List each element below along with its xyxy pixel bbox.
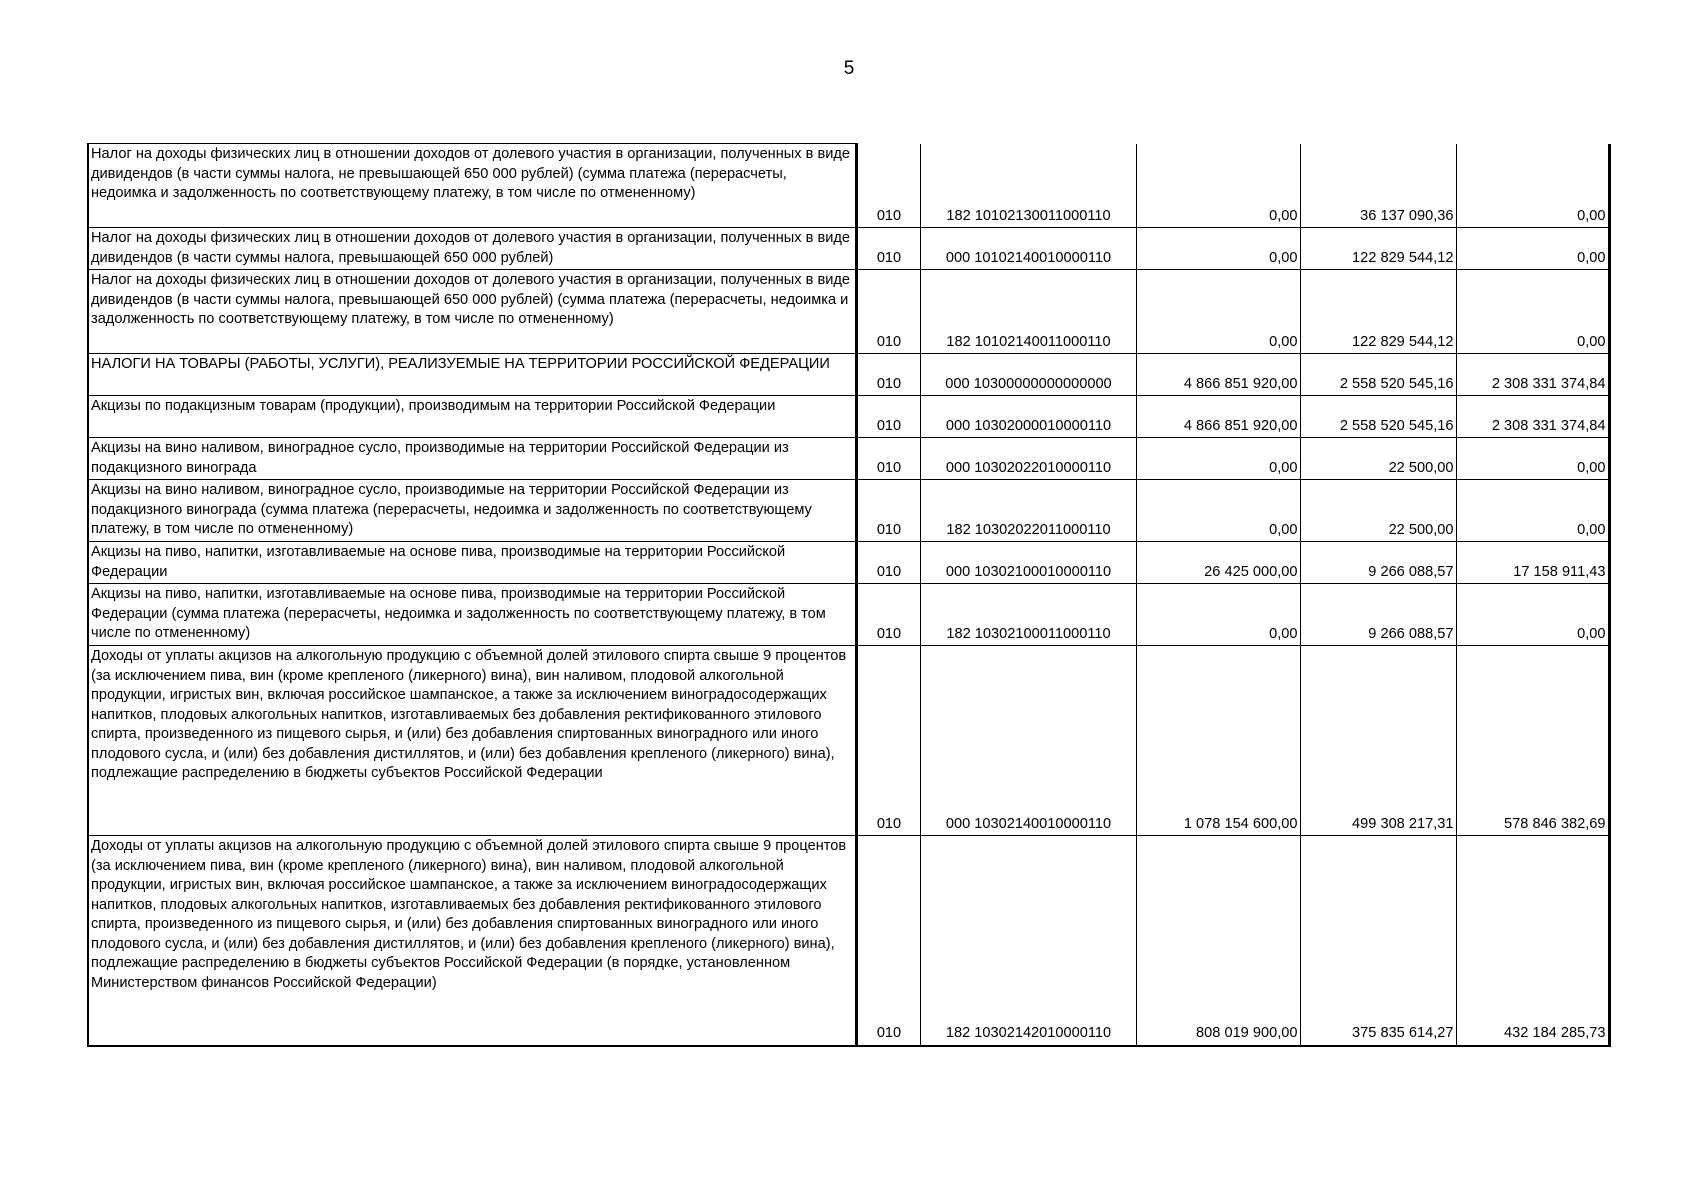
row-executed-cell: 22 500,00 <box>1300 438 1456 480</box>
row-name-cell: Акцизы на вино наливом, виноградное сусло, производимые на территории Российской Федерации из подакцизного винограда <box>88 438 856 480</box>
row-name-cell: Налог на доходы физических лиц в отношении доходов от долевого участия в организации, полученных в виде дивидендов (в части суммы налога, не превышающей 650 000 рублей) (сумма платежа (перерасчеты, недоимка и задолженность по соответствующему платежу, в том числе по отмененному) <box>88 144 856 228</box>
row-budget-code-cell: 000 10302100010000110 <box>920 542 1136 584</box>
row-line-code-cell: 010 <box>856 228 920 270</box>
table-row <box>88 836 1609 1046</box>
table-row <box>88 646 1609 836</box>
row-unexecuted-cell: 432 184 285,73 <box>1456 836 1609 1046</box>
row-executed-cell: 2 558 520 545,16 <box>1300 354 1456 396</box>
row-name-cell: Акцизы по подакцизным товарам (продукции), производимым на территории Российской Федерации <box>88 396 856 438</box>
row-name-cell: Налог на доходы физических лиц в отношении доходов от долевого участия в организации, полученных в виде дивидендов (в части суммы налога, превышающей 650 000 рублей) <box>88 228 856 270</box>
row-line-code-cell: 010 <box>856 144 920 228</box>
table-body <box>88 144 1609 1046</box>
row-budget-code-cell: 182 10302142010000110 <box>920 836 1136 1046</box>
row-budget-code-cell: 000 10302140010000110 <box>920 646 1136 836</box>
table-row <box>88 396 1609 438</box>
row-line-code-cell: 010 <box>856 396 920 438</box>
row-executed-cell: 122 829 544,12 <box>1300 228 1456 270</box>
row-approved-cell: 0,00 <box>1136 480 1300 542</box>
row-line-code-cell: 010 <box>856 354 920 396</box>
row-name-cell: Акцизы на пиво, напитки, изготавливаемые на основе пива, производимые на территории Российской Федерации <box>88 542 856 584</box>
row-executed-cell: 36 137 090,36 <box>1300 144 1456 228</box>
table-row <box>88 584 1609 646</box>
row-executed-cell: 22 500,00 <box>1300 480 1456 542</box>
row-name-cell: Акцизы на вино наливом, виноградное сусло, производимые на территории Российской Федерации из подакцизного винограда (сумма платежа (перерасчеты, недоимка и задолженность по соответствующему платежу, в том числе по отмененному) <box>88 480 856 542</box>
table-row <box>88 480 1609 542</box>
row-approved-cell: 0,00 <box>1136 584 1300 646</box>
row-approved-cell: 4 866 851 920,00 <box>1136 354 1300 396</box>
table-row <box>88 354 1609 396</box>
row-name-cell: Доходы от уплаты акцизов на алкогольную продукцию с объемной долей этилового спирта свыше 9 процентов (за исключением пива, вин (кроме крепленого (ликерного) вина), вин наливом, плодовой алкогольной продукции, игристых вин, включая российское шампанское, а также за исключением виноградосодержащих напитков, плодовых алкогольных напитков, изготавливаемых без добавления ректификованного этилового спирта, произведенного из пищевого сырья, и (или) без добавления спиртованных виноградного или иного плодового сусла, и (или) без добавления дистиллятов, и (или) без добавления крепленого (ликерного) вина), подлежащие распределению в бюджеты субъектов Российской Федерации (в порядке, установленном Министерством финансов Российской Федерации) <box>88 836 856 1046</box>
row-line-code-cell: 010 <box>856 270 920 354</box>
row-line-code-cell: 010 <box>856 836 920 1046</box>
row-approved-cell: 0,00 <box>1136 144 1300 228</box>
row-executed-cell: 499 308 217,31 <box>1300 646 1456 836</box>
table-row <box>88 438 1609 480</box>
row-budget-code-cell: 182 10102130011000110 <box>920 144 1136 228</box>
row-approved-cell: 4 866 851 920,00 <box>1136 396 1300 438</box>
row-unexecuted-cell: 578 846 382,69 <box>1456 646 1609 836</box>
row-budget-code-cell: 182 10302100011000110 <box>920 584 1136 646</box>
table-row <box>88 144 1609 228</box>
row-approved-cell: 26 425 000,00 <box>1136 542 1300 584</box>
row-unexecuted-cell: 17 158 911,43 <box>1456 542 1609 584</box>
row-unexecuted-cell: 0,00 <box>1456 144 1609 228</box>
row-unexecuted-cell: 2 308 331 374,84 <box>1456 354 1609 396</box>
row-approved-cell: 0,00 <box>1136 438 1300 480</box>
row-name-cell: Доходы от уплаты акцизов на алкогольную продукцию с объемной долей этилового спирта свыше 9 процентов (за исключением пива, вин (кроме крепленого (ликерного) вина), вин наливом, плодовой алкогольной продукции, игристых вин, включая российское шампанское, а также за исключением виноградосодержащих напитков, плодовых алкогольных напитков, изготавливаемых без добавления ректификованного этилового спирта, произведенного из пищевого сырья, и (или) без добавления спиртованных виноградного или иного плодового сусла, и (или) без добавления дистиллятов, и (или) без добавления крепленого (ликерного) вина), подлежащие распределению в бюджеты субъектов Российской Федерации <box>88 646 856 836</box>
row-name-cell: Акцизы на пиво, напитки, изготавливаемые на основе пива, производимые на территории Российской Федерации (сумма платежа (перерасчеты, недоимка и задолженность по соответствующему платежу, в том числе по отмененному) <box>88 584 856 646</box>
row-budget-code-cell: 000 10302000010000110 <box>920 396 1136 438</box>
row-executed-cell: 375 835 614,27 <box>1300 836 1456 1046</box>
row-unexecuted-cell: 0,00 <box>1456 228 1609 270</box>
row-executed-cell: 9 266 088,57 <box>1300 584 1456 646</box>
row-unexecuted-cell: 0,00 <box>1456 270 1609 354</box>
revenue-table <box>87 143 1611 1047</box>
row-budget-code-cell: 182 10302022011000110 <box>920 480 1136 542</box>
row-unexecuted-cell: 2 308 331 374,84 <box>1456 396 1609 438</box>
table-row <box>88 270 1609 354</box>
row-approved-cell: 808 019 900,00 <box>1136 836 1300 1046</box>
row-approved-cell: 1 078 154 600,00 <box>1136 646 1300 836</box>
row-budget-code-cell: 182 10102140011000110 <box>920 270 1136 354</box>
page-number: 5 <box>843 58 855 79</box>
row-budget-code-cell: 000 10300000000000000 <box>920 354 1136 396</box>
row-executed-cell: 2 558 520 545,16 <box>1300 396 1456 438</box>
row-name-cell: Налог на доходы физических лиц в отношении доходов от долевого участия в организации, полученных в виде дивидендов (в части суммы налога, превышающей 650 000 рублей) (сумма платежа (перерасчеты, недоимка и задолженность по соответствующему платежу, в том числе по отмененному) <box>88 270 856 354</box>
row-budget-code-cell: 000 10102140010000110 <box>920 228 1136 270</box>
row-line-code-cell: 010 <box>856 480 920 542</box>
row-line-code-cell: 010 <box>856 542 920 584</box>
row-budget-code-cell: 000 10302022010000110 <box>920 438 1136 480</box>
row-line-code-cell: 010 <box>856 584 920 646</box>
row-line-code-cell: 010 <box>856 646 920 836</box>
row-unexecuted-cell: 0,00 <box>1456 438 1609 480</box>
row-unexecuted-cell: 0,00 <box>1456 584 1609 646</box>
row-approved-cell: 0,00 <box>1136 270 1300 354</box>
row-approved-cell: 0,00 <box>1136 228 1300 270</box>
row-line-code-cell: 010 <box>856 438 920 480</box>
table-row <box>88 542 1609 584</box>
row-name-cell: НАЛОГИ НА ТОВАРЫ (РАБОТЫ, УСЛУГИ), РЕАЛИЗУЕМЫЕ НА ТЕРРИТОРИИ РОССИЙСКОЙ ФЕДЕРАЦИИ <box>88 354 856 396</box>
row-executed-cell: 122 829 544,12 <box>1300 270 1456 354</box>
row-executed-cell: 9 266 088,57 <box>1300 542 1456 584</box>
table-row <box>88 228 1609 270</box>
row-unexecuted-cell: 0,00 <box>1456 480 1609 542</box>
